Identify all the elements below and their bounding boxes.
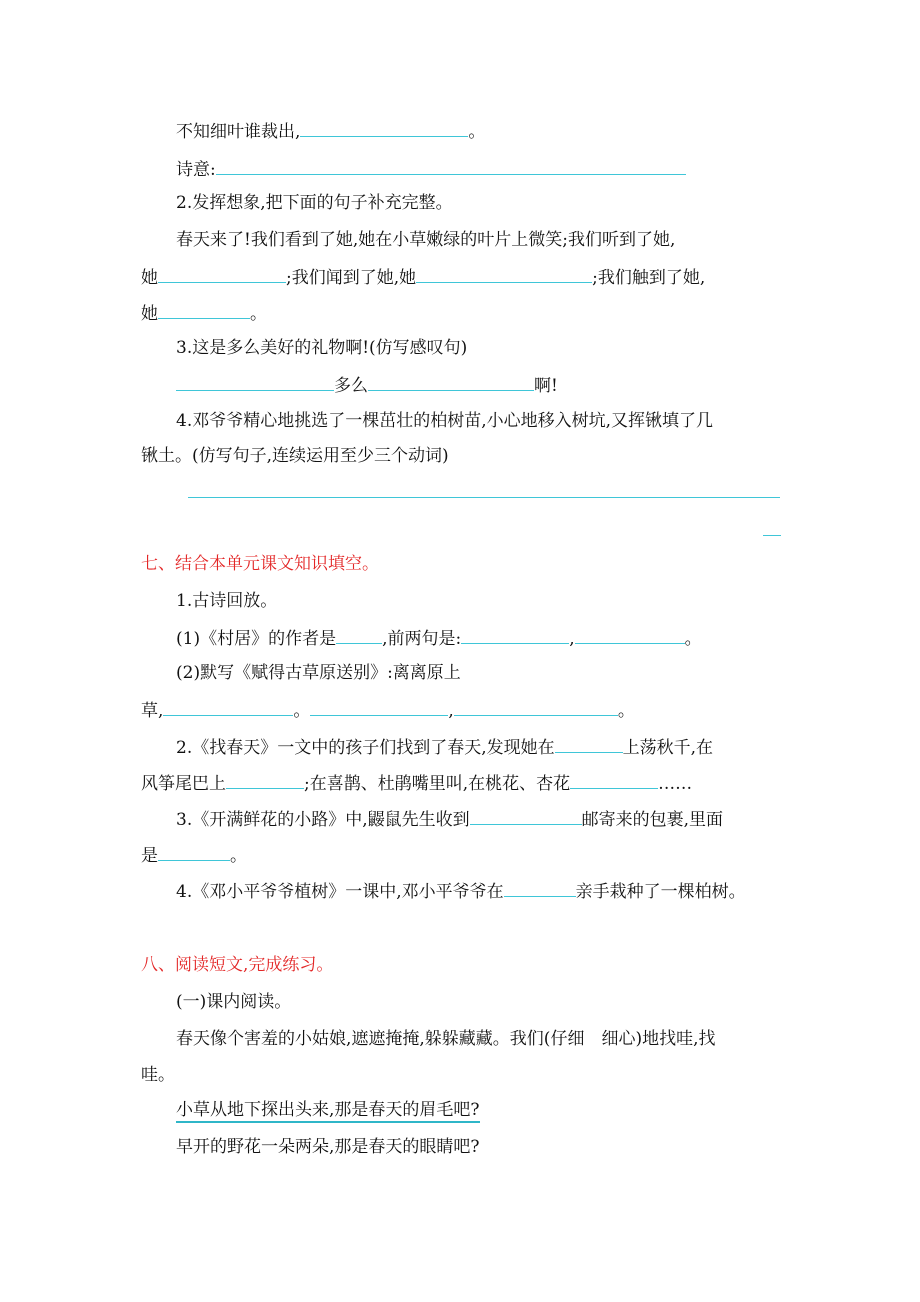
- hear-blank[interactable]: [158, 264, 286, 283]
- q6-2-line3: 她 。: [141, 300, 267, 326]
- passage-p1-end: 哇。: [141, 1065, 175, 1085]
- q7-1-2: (2)默写《赋得古草原送别》:离离原上: [176, 663, 461, 683]
- underlined-sentence: 小草从地下探出头来,那是春天的眉毛吧?: [176, 1100, 480, 1123]
- author-blank[interactable]: [336, 625, 382, 644]
- poem-meaning-blank[interactable]: [216, 156, 686, 175]
- kite-blank[interactable]: [226, 770, 304, 789]
- line2-blank[interactable]: [575, 625, 685, 644]
- q7-4: 4.《邓小平爷爷植树》一课中,邓小平爷爷在 亲手栽种了一棵柏树。: [176, 878, 746, 904]
- flower-blank[interactable]: [570, 770, 658, 789]
- q7-3-line1: 3.《开满鲜花的小路》中,鼹鼠先生收到 邮寄来的包裹,里面: [176, 806, 723, 832]
- line1-blank[interactable]: [461, 625, 569, 644]
- q7-2-line2: 风筝尾巴上 ;在喜鹊、杜鹃嘴里叫,在桃花、杏花 ……: [141, 770, 692, 796]
- q6-4-line1: 4.邓爷爷精心地挑选了一棵茁壮的柏树苗,小心地移入树坑,又挥锹填了几: [176, 411, 714, 431]
- q6-4-answer-line-tail: [763, 535, 781, 536]
- passage-p3: 早开的野花一朵两朵,那是春天的眼睛吧?: [176, 1137, 480, 1157]
- exclaim-blank-2[interactable]: [368, 372, 534, 391]
- q7-3-line2: 是 。: [141, 842, 247, 868]
- q6-2-title: 2.发挥想象,把下面的句子补充完整。: [176, 193, 453, 213]
- swing-blank[interactable]: [555, 734, 623, 753]
- exclaim-blank-1[interactable]: [176, 372, 334, 391]
- passage-p2: [176, 1098, 480, 1122]
- place-blank[interactable]: [504, 878, 576, 897]
- poem-meaning: 诗意:: [176, 156, 686, 182]
- q7-1-title: 1.古诗回放。: [176, 591, 278, 611]
- section-7-title: 七、结合本单元课文知识填空。: [141, 554, 379, 574]
- poem-line: 不知细叶谁裁出, 。: [176, 118, 485, 144]
- touch-blank[interactable]: [158, 300, 250, 319]
- poem-blank-2[interactable]: [310, 697, 448, 716]
- q6-4-line2: 锹土。(仿写句子,连续运用至少三个动词): [141, 446, 449, 466]
- reading-subtitle: (一)课内阅读。: [176, 992, 292, 1012]
- q6-3-title: 3.这是多么美好的礼物啊!(仿写感叹句): [176, 338, 468, 358]
- poem-blank-3[interactable]: [454, 697, 618, 716]
- q6-3-answer: 多么 啊!: [176, 372, 558, 398]
- sender-blank[interactable]: [470, 806, 582, 825]
- q6-4-answer-line[interactable]: [188, 497, 780, 498]
- smell-blank[interactable]: [416, 264, 592, 283]
- poem-answer-blank[interactable]: [300, 118, 468, 137]
- section-8-title: 八、阅读短文,完成练习。: [141, 955, 334, 975]
- q7-2-line1: 2.《找春天》一文中的孩子们找到了春天,发现她在 上荡秋千,在: [176, 734, 713, 760]
- q6-2-line2: 她 ;我们闻到了她,她 ;我们触到了她,: [141, 264, 705, 290]
- poem-blank-1[interactable]: [163, 697, 293, 716]
- passage-p1: 春天像个害羞的小姑娘,遮遮掩掩,躲躲藏藏。我们(仔细 细心)地找哇,找: [176, 1029, 716, 1049]
- q7-1-1: (1)《村居》的作者是 ,前两句是: , 。: [176, 625, 702, 651]
- package-blank[interactable]: [158, 842, 230, 861]
- q6-2-line1: 春天来了!我们看到了她,她在小草嫩绿的叶片上微笑;我们听到了她,: [176, 230, 676, 250]
- q7-1-2-answer: 草, 。 , 。: [141, 697, 635, 723]
